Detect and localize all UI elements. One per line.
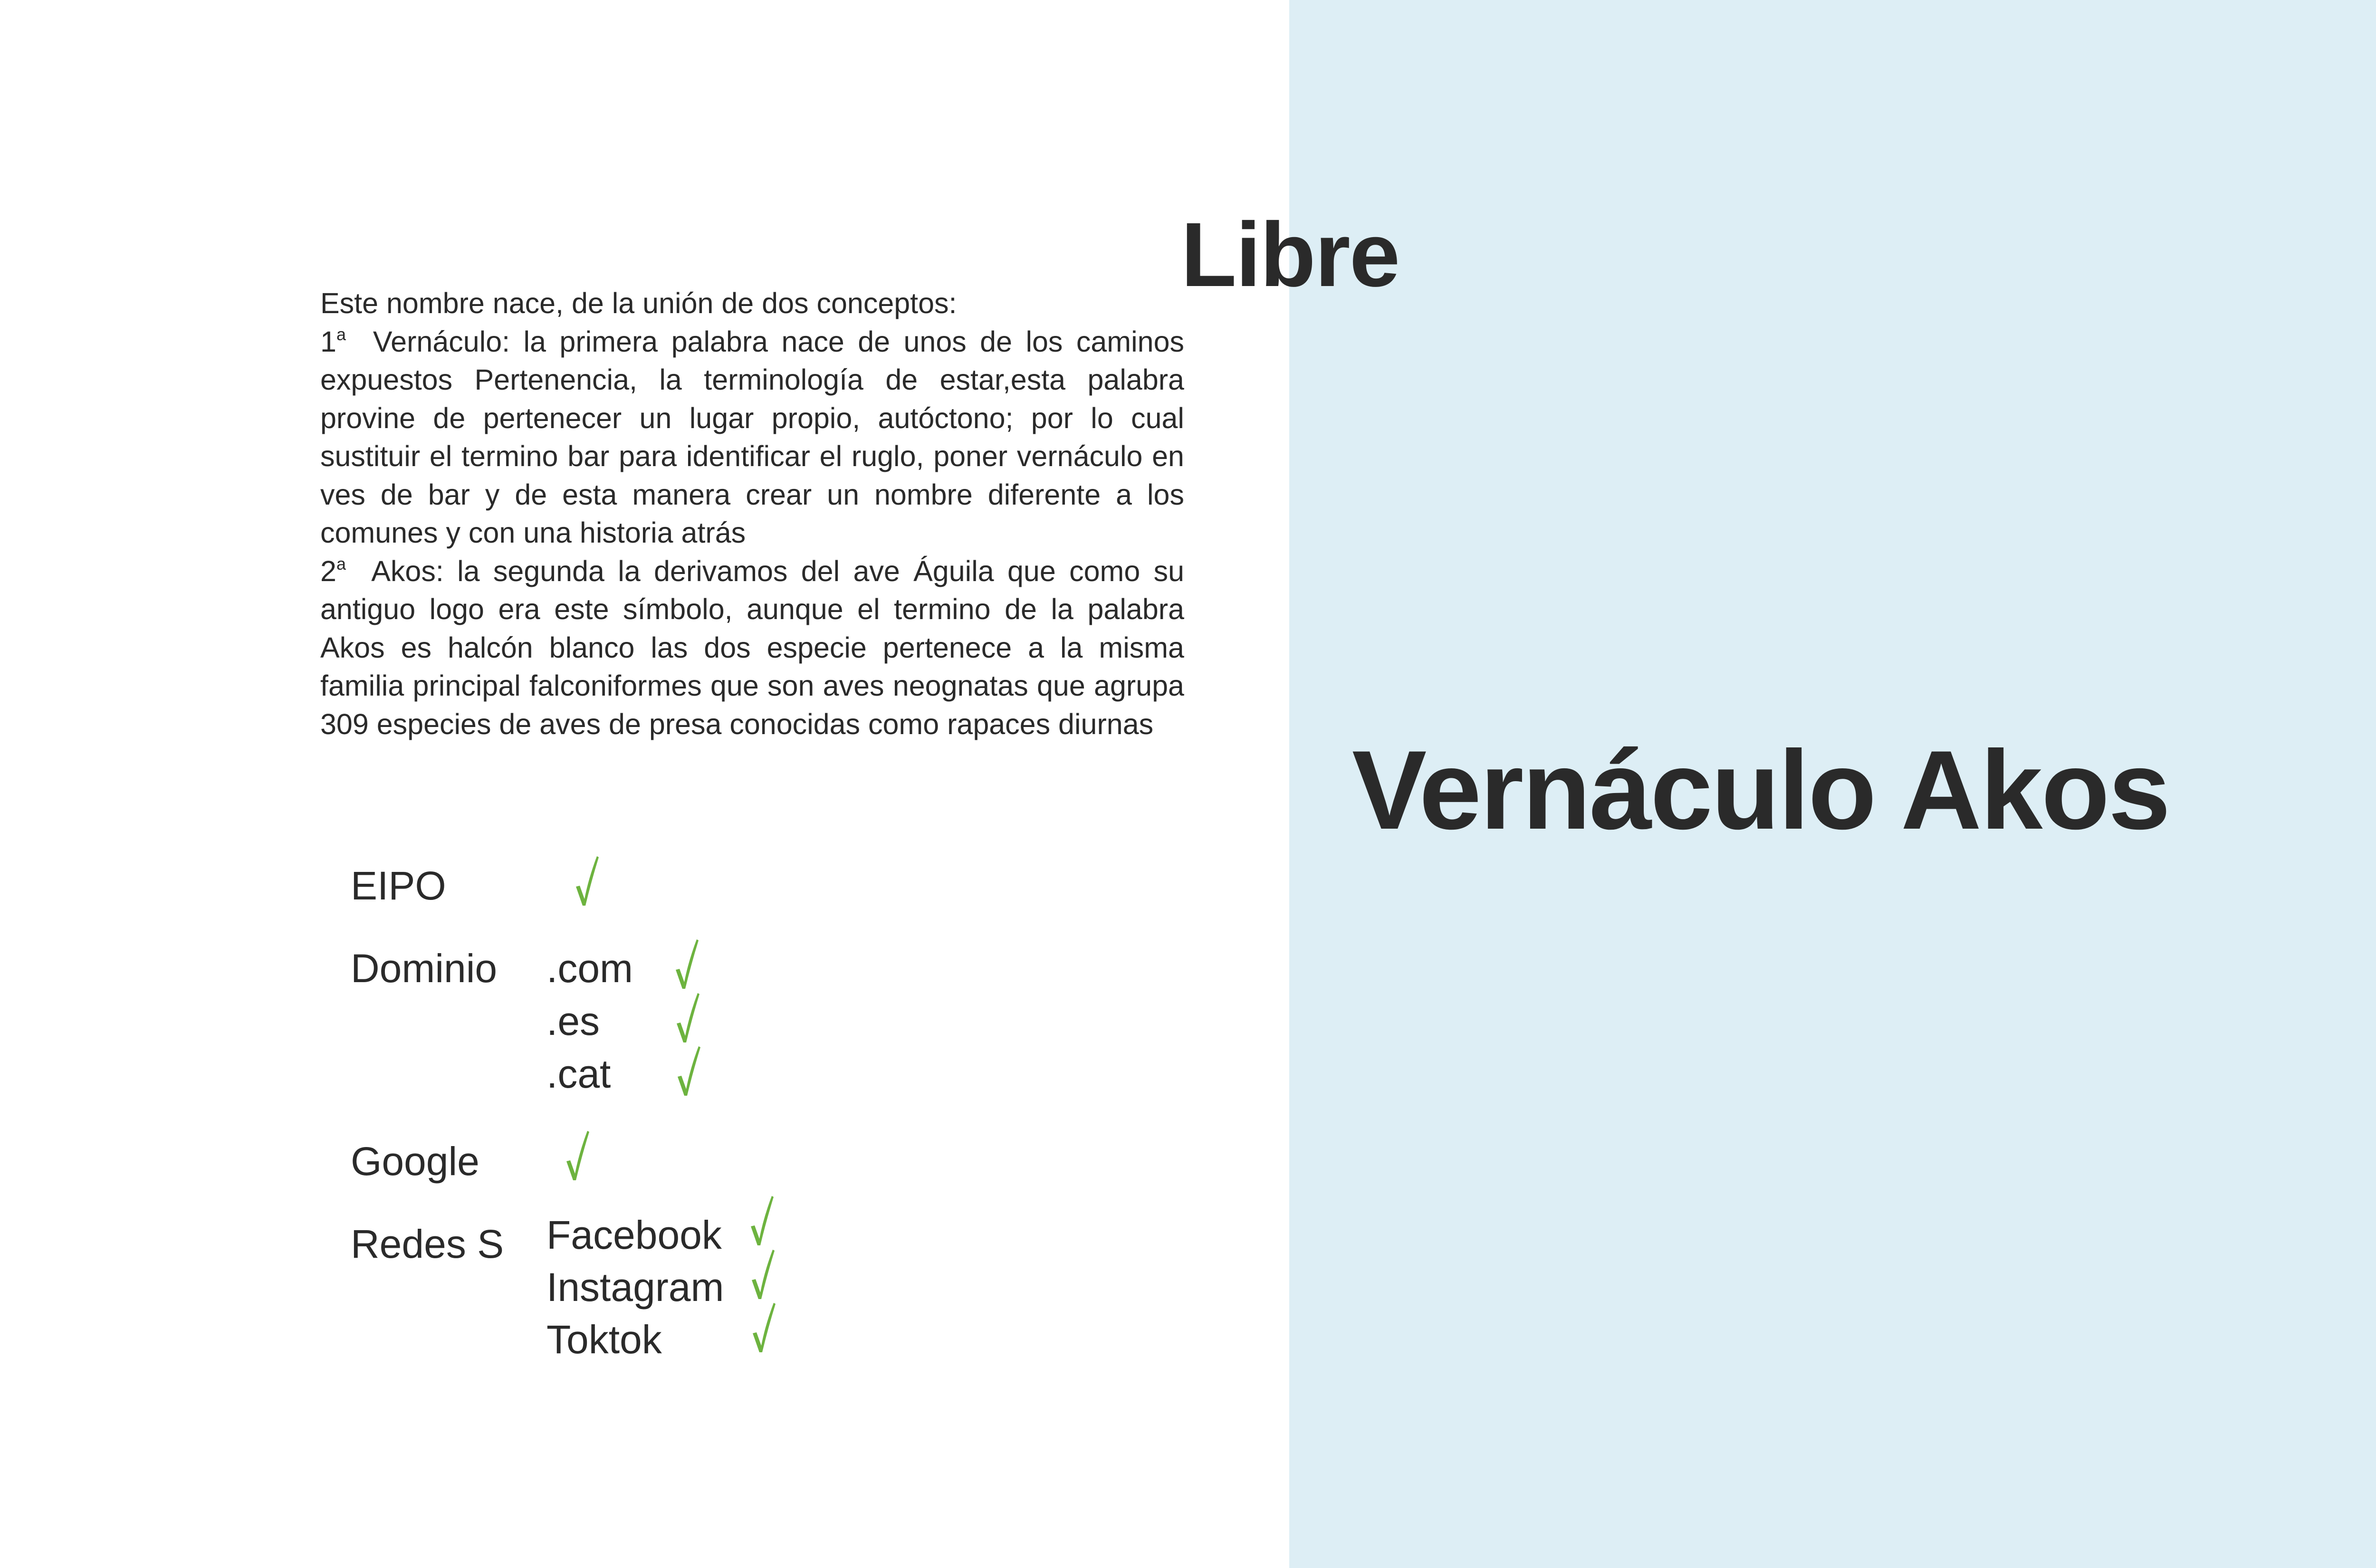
check-icon	[675, 938, 699, 991]
description-intro: Este nombre nace, de la unión de dos conceptos:	[320, 287, 957, 319]
brand-title: Vernáculo Akos	[1352, 727, 2169, 853]
item-1-text: Vernáculo: la primera palabra nace de unos de los caminos expuestos Pertenencia, la terminología de estar,esta palabra provine de pertenecer un lugar propio, autóctono; por lo cual sustituir el termino bar para identificar el ruglo, poner vernáculo en ves de bar y de esta manera crear un nombre diferente a los comunes y con una historia atrás	[320, 325, 1184, 549]
checklist-dominio-label: Dominio	[351, 946, 498, 991]
dominio-option-cat: .cat	[546, 1052, 611, 1096]
item-2-text: Akos: la segunda la derivamos del ave Águila que como su antiguo logo era este símbolo, aunque el termino de la palabra Akos es halcón blanco las dos especie pertenece a la misma familia principal falconiformes que son aves neognatas que agrupa 309 especies de aves de presa conocidas como rapaces diurnas	[320, 555, 1184, 740]
dominio-option-com: .com	[546, 946, 633, 991]
dominio-option-es: .es	[546, 999, 600, 1043]
check-icon	[750, 1195, 774, 1247]
check-icon	[575, 855, 599, 908]
redes-option-toktok: Toktok	[546, 1317, 662, 1362]
item-1-number: 1	[320, 325, 336, 358]
description-item-1	[320, 323, 1184, 552]
check-icon	[751, 1249, 775, 1301]
description-block	[320, 284, 1184, 743]
redes-option-instagram: Instagram	[546, 1265, 724, 1310]
item-2-number: 2	[320, 555, 336, 587]
redes-option-facebook: Facebook	[546, 1213, 722, 1257]
check-icon	[676, 992, 699, 1044]
description-item-2	[320, 552, 1184, 744]
checklist-google-label: Google	[351, 1139, 479, 1184]
brand-tag: Libre	[1181, 203, 1399, 306]
checklist-eipo-label: EIPO	[351, 863, 446, 908]
item-1-ordinal: a	[336, 324, 346, 344]
item-2-ordinal: a	[336, 554, 346, 574]
check-icon	[565, 1130, 589, 1182]
check-icon	[677, 1045, 700, 1098]
check-icon	[752, 1302, 776, 1354]
checklist-redes-label: Redes S	[351, 1222, 504, 1266]
